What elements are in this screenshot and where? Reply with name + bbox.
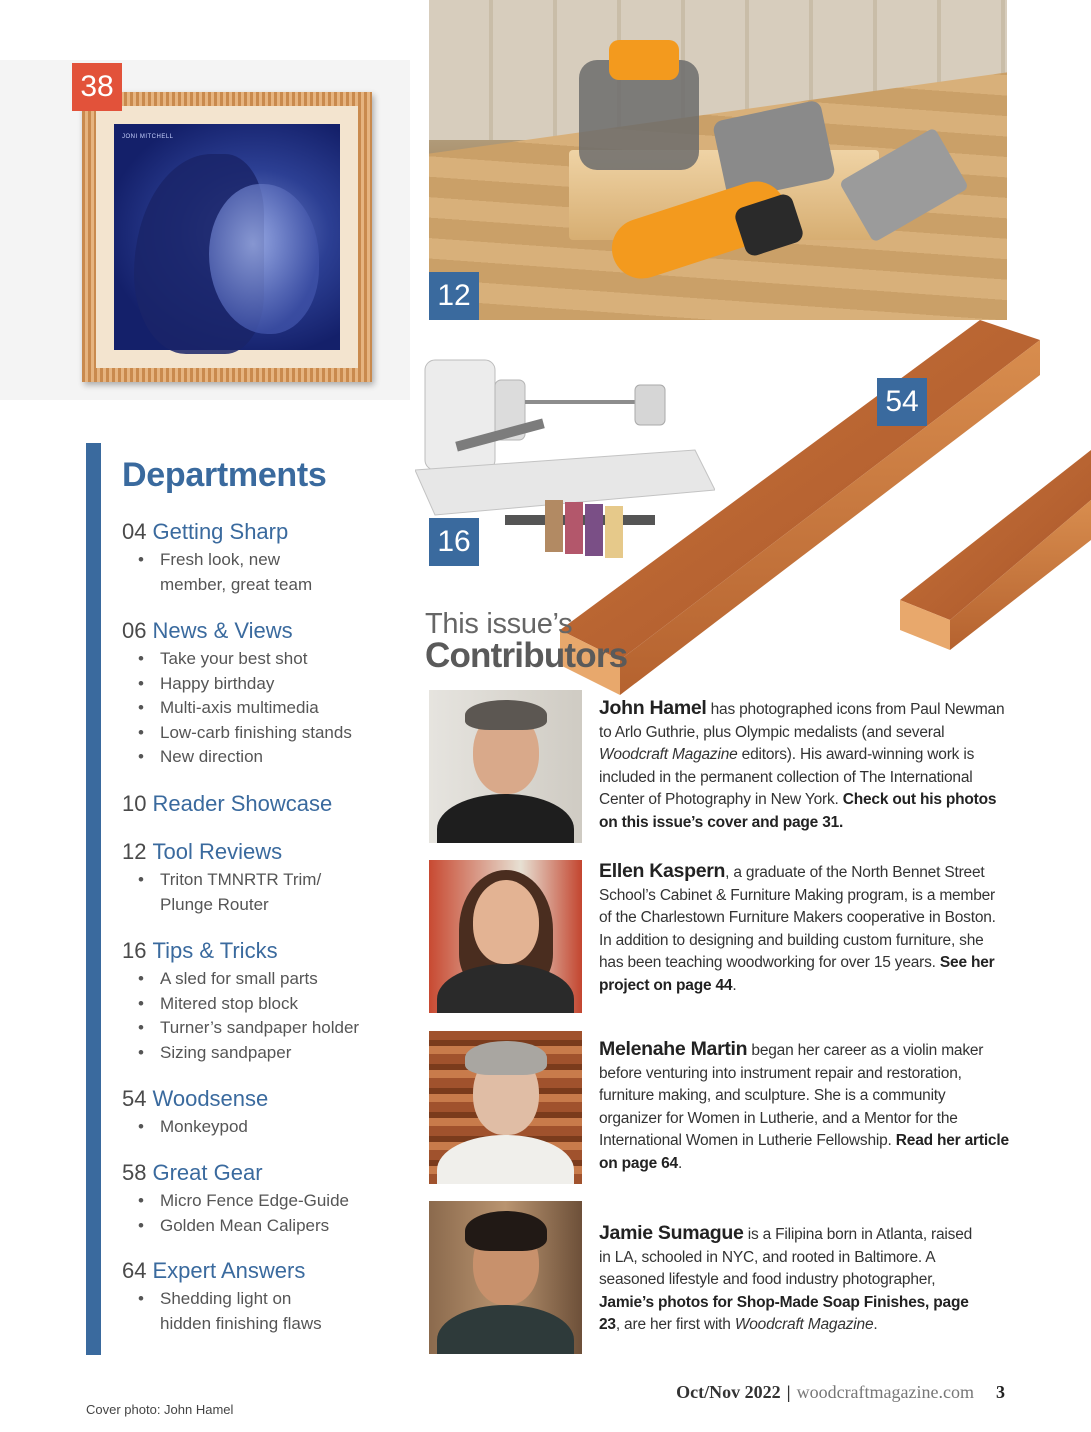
issue-date: Oct/Nov 2022: [676, 1382, 781, 1402]
department-entry[interactable]: [122, 937, 412, 1065]
contributor-photo-melenahe-martin: [429, 1031, 582, 1184]
department-heading[interactable]: [122, 1085, 412, 1113]
frame-mat: [96, 106, 358, 368]
album-cover-image: [114, 124, 340, 350]
department-bullet-list: [122, 967, 412, 1065]
contributors-title: Contributors: [425, 636, 628, 675]
department-bullet-item: • Monkeypod: [122, 1115, 412, 1140]
department-bullet-list: [122, 1189, 412, 1238]
contributor-bio-melenahe-martin: Melenahe Martin began her career as a violin maker before venturing into instrument repair and restoration, furniture making, and sculpture. She is a community organizer for Women in Lutherie, and a Mentor for the International Women in Lutherie Fellowship. Read her article on page 64.: [599, 1038, 1009, 1172]
department-page-number: 04: [122, 519, 147, 544]
department-bullet-list: [122, 548, 412, 597]
department-entry[interactable]: [122, 1085, 412, 1140]
contributor-name: Ellen Kaspern: [599, 860, 726, 882]
page-tag-album[interactable]: 38: [72, 63, 122, 111]
department-name[interactable]: Woodsense: [152, 1086, 269, 1111]
page-tag-router[interactable]: 12: [429, 272, 479, 320]
department-name[interactable]: Tips & Tricks: [152, 938, 278, 963]
department-page-number: 10: [122, 791, 147, 816]
department-bullet-item: • Fresh look, new member, great team: [122, 548, 412, 597]
contributor-photo-ellen-kaspern: [429, 860, 582, 1013]
department-heading[interactable]: [122, 838, 412, 866]
department-bullet-item: • Mitered stop block: [122, 992, 412, 1017]
department-heading[interactable]: [122, 518, 412, 546]
department-bullet-list: [122, 647, 412, 770]
contributor-bio-john-hamel: John Hamel has photographed icons from Paul Newman to Arlo Guthrie, plus Olympic medalists (and several Woodcraft Magazine editors). His award-winning work is included in the permanent collection of The International Center of Photography in New York. Check out his photos on this issue’s cover and page 31.: [599, 697, 1005, 831]
department-bullet-list: [122, 1287, 412, 1336]
department-heading[interactable]: [122, 1159, 412, 1187]
department-name[interactable]: Tool Reviews: [152, 839, 283, 864]
department-page-number: 06: [122, 618, 147, 643]
departments-title: Departments: [122, 456, 327, 494]
contributor-cta: Jamie’s photos for Shop-Made Soap Finishes, page 23: [599, 1293, 969, 1334]
department-name[interactable]: Great Gear: [152, 1160, 263, 1185]
sandpaper-strip-2: [565, 502, 583, 554]
contributor-photo-jamie-sumague: [429, 1201, 582, 1354]
department-page-number: 64: [122, 1258, 147, 1283]
page-number: 3: [996, 1382, 1005, 1402]
sandpaper-strip-1: [545, 500, 563, 552]
department-bullet-item: • Triton TMNRTR Trim/ Plunge Router: [122, 868, 412, 917]
department-bullet-item: • Micro Fence Edge-Guide: [122, 1189, 412, 1214]
contributor-bio-ellen-kaspern: Ellen Kaspern, a graduate of the North Bennet Street School’s Cabinet & Furniture Making program, is a member of the Charlestown Furniture Makers cooperative in Boston. In addition to designing and building custom furniture, she has been teaching woodworking for over 15 years. See her project on page 44.: [599, 860, 996, 994]
album-artist-text: JONI MITCHELL: [122, 134, 174, 140]
plunge-handle: [609, 40, 679, 80]
page-tag-boards[interactable]: 54: [877, 378, 927, 426]
department-name[interactable]: Getting Sharp: [152, 519, 289, 544]
sandpaper-strip-4: [605, 506, 623, 558]
department-bullet-item: • Sizing sandpaper: [122, 1041, 412, 1066]
department-bullet-item: • A sled for small parts: [122, 967, 412, 992]
department-bullet-item: • Shedding light on hidden finishing flaws: [122, 1287, 412, 1336]
department-bullet-item: • New direction: [122, 745, 412, 770]
router-photo: [429, 0, 1007, 320]
department-bullet-item: • Low-carb finishing stands: [122, 721, 412, 746]
department-bullet-item: • Take your best shot: [122, 647, 412, 672]
department-page-number: 16: [122, 938, 147, 963]
department-bullet-item: • Golden Mean Calipers: [122, 1214, 412, 1239]
department-name[interactable]: Reader Showcase: [152, 791, 333, 816]
contributors-kicker: This issue’s: [425, 608, 573, 640]
page-footer: [676, 1382, 1005, 1403]
department-entry[interactable]: [122, 1159, 412, 1238]
department-page-number: 58: [122, 1160, 147, 1185]
website-link[interactable]: woodcraftmagazine.com: [796, 1382, 974, 1402]
department-entry[interactable]: [122, 617, 412, 770]
department-bullet-list: [122, 868, 412, 917]
contributor-cta: Check out his photos on this issue’s cover and page 31.: [599, 791, 997, 831]
contributor-name: Jamie Sumague: [599, 1222, 744, 1244]
department-page-number: 12: [122, 839, 147, 864]
department-bullet-list: [122, 1115, 412, 1140]
department-entry[interactable]: [122, 790, 412, 818]
lathe-headstock: [425, 360, 495, 470]
contributor-name: John Hamel: [599, 697, 707, 719]
lathe-tailstock: [635, 385, 665, 425]
sandpaper-strip-3: [585, 504, 603, 556]
department-page-number: 54: [122, 1086, 147, 1111]
contributor-bio-jamie-sumague: Jamie Sumague is a Filipina born in Atlanta, raised in LA, schooled in NYC, and rooted in Baltimore. A seasoned lifestyle and food industry photographer, Jamie’s photos for Shop-Made Soap Finishes, page 23, are her first with Woodcraft Magazine.: [599, 1222, 973, 1334]
contributor-cta: Read her article on page 64: [599, 1132, 1009, 1172]
footer-separator: |: [786, 1382, 791, 1402]
department-heading[interactable]: [122, 790, 412, 818]
page-tag-lathe[interactable]: 16: [429, 518, 479, 566]
contributor-photo-john-hamel: [429, 690, 582, 843]
department-entry[interactable]: [122, 518, 412, 597]
cover-photo-credit: Cover photo: John Hamel: [86, 1402, 234, 1417]
framed-album-photo: [82, 92, 372, 382]
departments-accent-bar: [86, 443, 101, 1355]
department-heading[interactable]: [122, 1257, 412, 1285]
department-heading[interactable]: [122, 617, 412, 645]
department-entry[interactable]: [122, 838, 412, 917]
department-bullet-item: • Turner’s sandpaper holder: [122, 1016, 412, 1041]
department-heading[interactable]: [122, 937, 412, 965]
contributor-cta: See her project on page 44: [599, 954, 995, 994]
department-entry[interactable]: [122, 1257, 412, 1336]
department-name[interactable]: Expert Answers: [152, 1258, 306, 1283]
department-name[interactable]: News & Views: [152, 618, 293, 643]
department-bullet-item: • Happy birthday: [122, 672, 412, 697]
department-bullet-item: • Multi-axis multimedia: [122, 696, 412, 721]
contributor-name: Melenahe Martin: [599, 1038, 748, 1060]
